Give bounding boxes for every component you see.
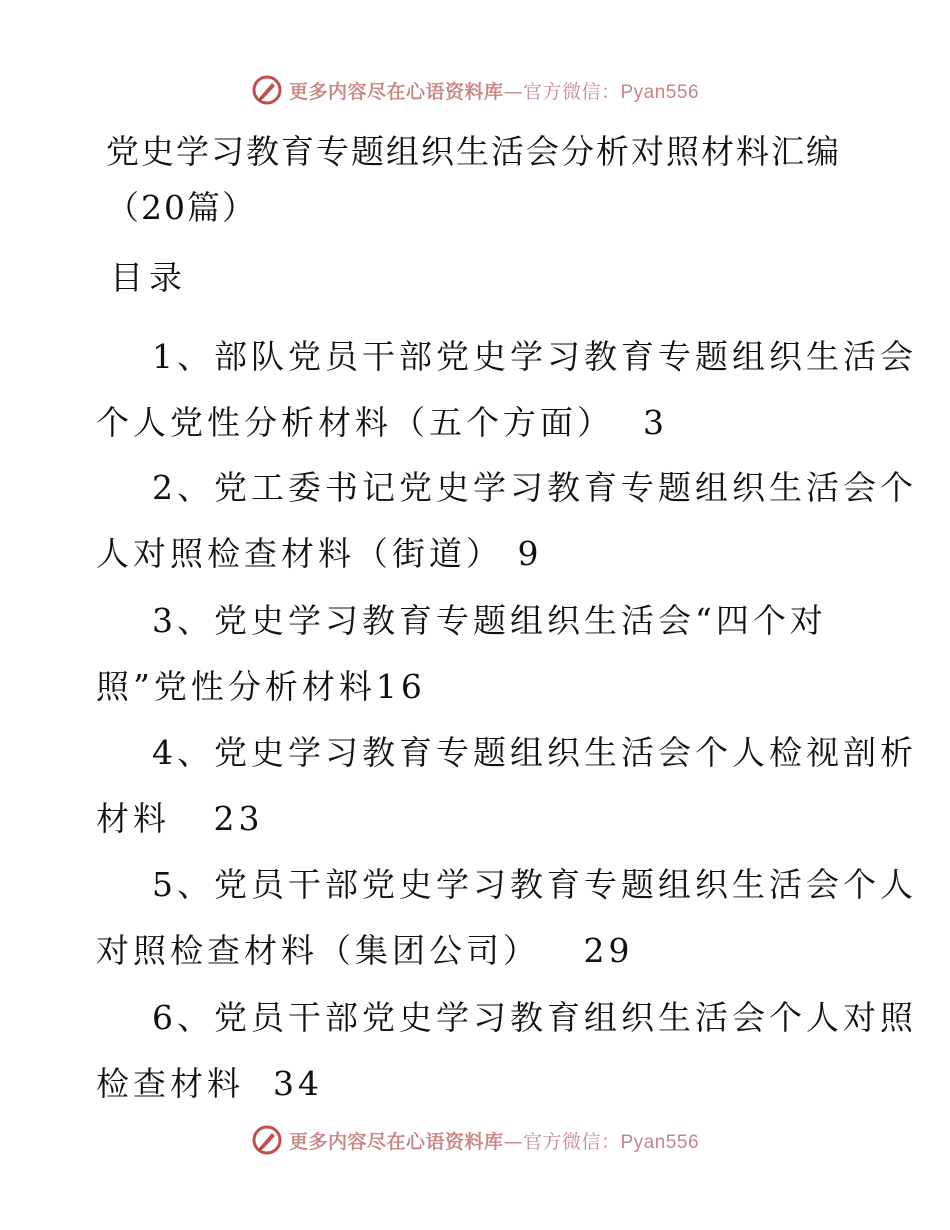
toc-item-line: 材料 23	[96, 799, 264, 838]
watermark-text	[289, 1127, 699, 1154]
watermark-label: 官方微信：	[522, 1130, 621, 1153]
pen-logo-icon	[251, 74, 283, 106]
toc-item-line: 检查材料 34	[96, 1064, 323, 1103]
watermark-wechat-id: Pyan556	[620, 1131, 700, 1153]
watermark-main-text: 更多内容尽在心语资料库	[288, 1130, 504, 1153]
toc-heading: 目录	[110, 258, 188, 297]
toc-item[interactable]	[96, 985, 917, 1117]
toc-item-line: 对照检查材料（集团公司） 29	[96, 931, 634, 970]
toc-item-line: 4、党史学习教育专题组织生活会个人检视剖析	[152, 733, 917, 772]
toc-item-line: 6、党员干部党史学习教育组织生活会个人对照	[152, 998, 917, 1037]
toc-item-line: 5、党员干部党史学习教育专题组织生活会个人	[152, 865, 917, 904]
watermark-separator: —	[503, 80, 523, 103]
toc-item-line: 3、党史学习教育专题组织生活会“四个对	[152, 601, 827, 640]
watermark-main-text: 更多内容尽在心语资料库	[288, 80, 504, 103]
toc-item-line: 个人党性分析材料（五个方面） 3	[96, 403, 668, 442]
toc-item-line: 人对照检查材料（街道） 9	[96, 534, 543, 573]
toc-item[interactable]	[96, 720, 917, 852]
toc-item-line: 照”党性分析材料16	[96, 667, 426, 706]
toc-item[interactable]	[96, 588, 866, 720]
header-watermark	[0, 70, 950, 110]
watermark-text	[289, 77, 699, 104]
toc-item[interactable]	[96, 324, 917, 456]
watermark-label: 官方微信：	[522, 80, 621, 103]
toc-item[interactable]	[96, 455, 917, 587]
document-title: 党史学习教育专题组织生活会分析对照材料汇编（20篇）	[106, 132, 841, 227]
watermark-separator: —	[503, 1130, 523, 1153]
toc-item-line: 1、部队党员干部党史学习教育专题组织生活会	[152, 337, 917, 376]
footer-watermark	[0, 1120, 950, 1160]
toc-item[interactable]	[96, 852, 917, 984]
toc-item-line: 2、党工委书记党史学习教育专题组织生活会个	[152, 468, 917, 507]
pen-logo-icon	[251, 1124, 283, 1156]
watermark-wechat-id: Pyan556	[620, 81, 700, 103]
